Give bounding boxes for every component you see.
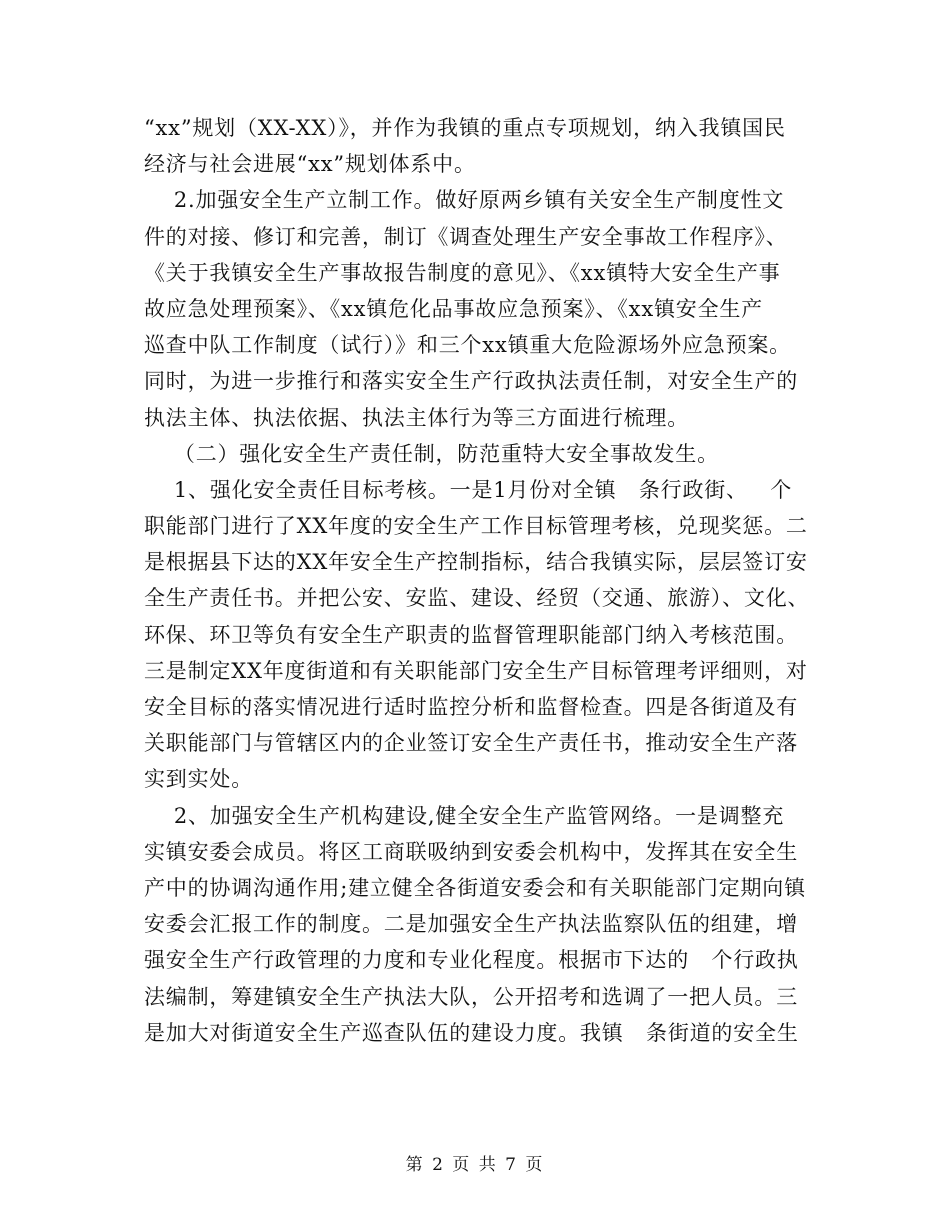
text-line: 环保、环卫等负有安全生产职责的监督管理职能部门纳入考核范围。 — [144, 622, 798, 647]
text-line: 职能部门进行了XX年度的安全生产工作目标管理考核，兑现奖惩。二 — [144, 514, 808, 539]
text-line: 产中的协调沟通作用;建立健全各街道安委会和有关职能部门定期向镇 — [144, 875, 806, 900]
text-line: 经济与社会进展“xx”规划体系中。 — [144, 152, 476, 177]
text-line: 强安全生产行政管理的力度和专业化程度。根据市下达的 个行政执 — [144, 948, 799, 973]
text-line: 执法主体、执法依据、执法主体行为等三方面进行梳理。 — [144, 405, 689, 430]
section-heading: （二）强化安全生产责任制，防范重特大安全事故发生。 — [144, 441, 719, 466]
text-line: 故应急处理预案》、《xx镇危化品事故应急预案》、《xx镇安全生产 — [144, 296, 763, 321]
page-number-footer: 第 2 页 共 7 页 — [405, 1155, 545, 1175]
text-line: 件的对接、修订和完善，制订《调查处理生产安全事故工作程序》、 — [144, 224, 788, 249]
text-line: 实镇安委会成员。将区工商联吸纳到安委会机构中，发挥其在安全生 — [144, 839, 798, 864]
text-line: 安委会汇报工作的制度。二是加强安全生产执法监察队伍的组建，增 — [144, 912, 798, 937]
text-line: 2、加强安全生产机构建设,健全安全生产监管网络。一是调整充 — [144, 803, 785, 828]
text-line: 同时，为进一步推行和落实安全生产行政执法责任制，对安全生产的 — [144, 369, 798, 394]
text-line: 1、强化安全责任目标考核。一是1月份对全镇 条行政街、 个 — [144, 477, 793, 502]
text-line: 三是制定XX年度街道和有关职能部门安全生产目标管理考评细则，对 — [144, 658, 808, 683]
text-line: 关职能部门与管辖区内的企业签订安全生产责任书，推动安全生产落 — [144, 731, 798, 756]
text-line: 实到实处。 — [144, 767, 253, 792]
text-line: 2.加强安全生产立制工作。做好原两乡镇有关安全生产制度性文 — [144, 188, 785, 213]
text-line: 巡查中队工作制度（试行）》和三个xx镇重大危险源场外应急预案。 — [144, 333, 791, 358]
text-line: 《关于我镇安全生产事故报告制度的意见》、《xx镇特大安全生产事 — [144, 260, 781, 285]
text-line: 全生产责任书。并把公安、安监、建设、经贸（交通、旅游）、文化、 — [144, 586, 810, 611]
text-line: 安全目标的落实情况进行适时监控分析和监督检查。四是各街道及有 — [144, 695, 798, 719]
text-line: 是加大对街道安全生产巡查队伍的建设力度。我镇 条街道的安全生 — [144, 1020, 799, 1045]
text-line: “xx”规划（XX-XX）》，并作为我镇的重点专项规划，纳入我镇国民 — [144, 116, 786, 140]
document-body — [144, 110, 816, 1051]
text-line: 法编制，筹建镇安全生产执法大队，公开招考和选调了一把人员。三 — [144, 984, 798, 1009]
text-line: 是根据县下达的XX年安全生产控制指标，结合我镇实际，层层签订安 — [144, 550, 808, 575]
